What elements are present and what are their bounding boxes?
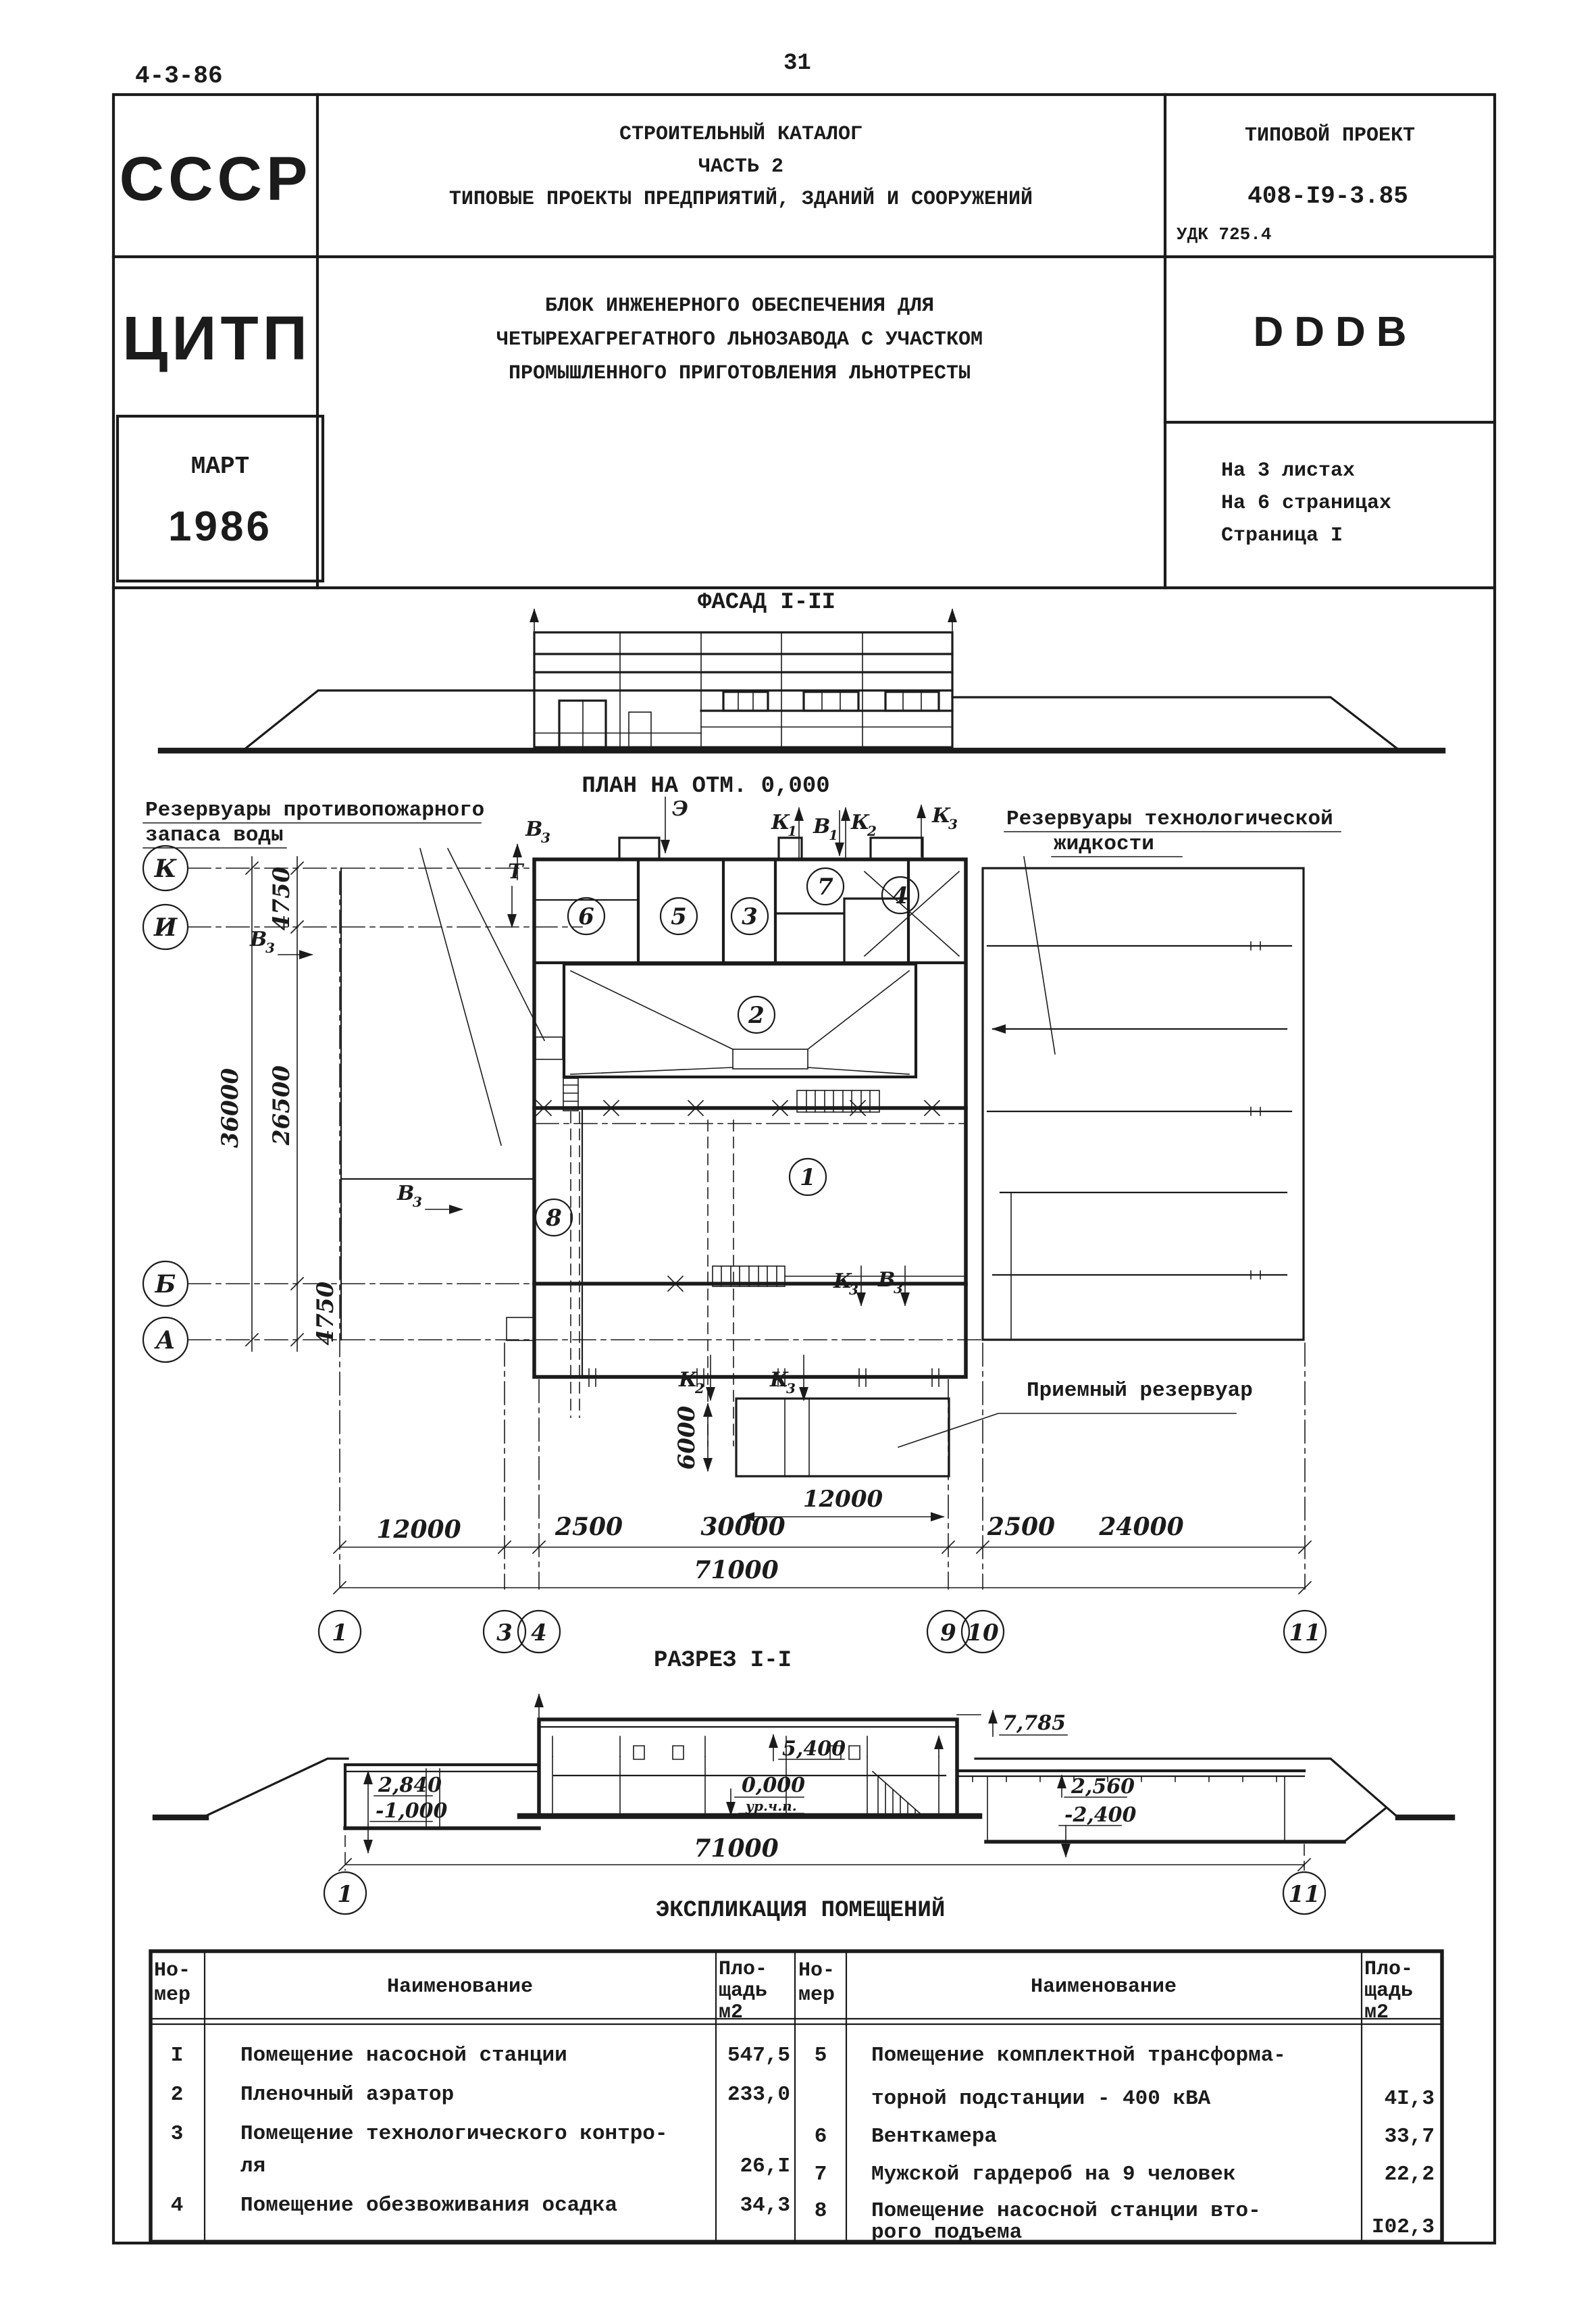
dim-36000: 36000 — [217, 1067, 244, 1149]
util-k3-top-sub: 3 — [948, 816, 958, 832]
plan-left-dims — [217, 857, 339, 1351]
tech-reservoir-area — [983, 868, 1304, 1340]
facade-title: ФАСАД I-II — [697, 590, 836, 615]
util-t: Т — [508, 860, 523, 884]
explication-table — [151, 1897, 1442, 2244]
util-v1-sub: 1 — [829, 827, 838, 843]
axis-B: Б — [155, 1270, 176, 1299]
row6-num: 6 — [814, 2125, 827, 2148]
util-k3-bwall-sub: 3 — [849, 1282, 858, 1298]
issue-month: МАРТ — [190, 453, 250, 480]
row6-name: Венткамера — [871, 2125, 998, 2148]
dim-24000: 24000 — [1099, 1513, 1184, 1541]
building-outline — [534, 859, 966, 1377]
axis-11: 11 — [1289, 1619, 1321, 1646]
axis-I: И — [153, 913, 178, 942]
facade-floor-bands — [534, 654, 952, 690]
fire-label-leaders — [420, 849, 544, 1145]
row5-num: 5 — [814, 2044, 827, 2067]
dim-30000: 30000 — [700, 1513, 786, 1541]
sheets-line-2: На 6 страницах — [1221, 492, 1392, 515]
dim-4750-bottom: 4750 — [312, 1281, 339, 1346]
plan-bottom-axis-circles — [319, 1611, 1326, 1653]
section-stairs — [873, 1771, 920, 1813]
explication-title: ЭКСПЛИКАЦИЯ ПОМЕЩЕНИЙ — [655, 1898, 946, 1923]
util-k1-sub: 1 — [788, 823, 797, 839]
row5-name-1: Помещение комплектной трансформа- — [871, 2044, 1286, 2067]
row4-area: 34,3 — [740, 2194, 790, 2217]
sheets-line-3: Страница I — [1221, 524, 1343, 547]
col-num-2r: мер — [798, 1984, 835, 2007]
elev-annex-bottom: -1,000 — [376, 1799, 448, 1823]
room-2: 2 — [748, 1002, 765, 1029]
axis-3: 3 — [496, 1619, 513, 1646]
elev-annex-top: 2,840 — [378, 1774, 442, 1797]
row1-num: I — [170, 2044, 184, 2067]
row5-name-2: торной подстанции - 400 кВА — [871, 2087, 1211, 2111]
table-header-right — [798, 1958, 1413, 2024]
hall-column-arrows — [552, 1736, 939, 1757]
row4-name: Помещение обезвоживания осадка — [240, 2194, 618, 2217]
util-e: Э — [672, 797, 688, 821]
row1-area: 547,5 — [727, 2044, 790, 2067]
util-v3-top-sub: 3 — [541, 830, 550, 846]
row2-name: Пленочный аэратор — [240, 2083, 455, 2107]
facade-berm-left — [244, 690, 534, 749]
room-3: 3 — [742, 903, 758, 930]
row2-num: 2 — [170, 2083, 184, 2107]
col-area-2r: щадь — [1364, 1980, 1414, 2003]
axis-9: 9 — [940, 1619, 956, 1646]
elev-floor-ref: ур.ч.п. — [746, 1798, 797, 1814]
util-k2-top: К — [851, 811, 870, 834]
row7-num: 7 — [814, 2163, 827, 2186]
elev-tank-top: 2,560 — [1071, 1775, 1135, 1799]
util-k2-top-sub: 2 — [867, 823, 877, 839]
dim-res-6000: 6000 — [673, 1405, 700, 1470]
row4-num: 4 — [170, 2194, 184, 2217]
table-left-rows — [171, 2044, 790, 2217]
issue-year: 1986 — [168, 503, 272, 550]
util-v3-left: В — [250, 928, 267, 951]
dim-71000-section: 71000 — [694, 1834, 779, 1863]
room-5: 5 — [671, 903, 687, 930]
stamp-code: DDDB — [1253, 309, 1418, 355]
col-name-right: Наименование — [1030, 1976, 1177, 1998]
row7-area: 22,2 — [1384, 2163, 1435, 2186]
project-type-label: ТИПОВОЙ ПРОЕКТ — [1244, 124, 1416, 147]
room-8: 8 — [546, 1205, 562, 1232]
row8-name-1: Помещение насосной станции вто- — [871, 2199, 1261, 2223]
table-header-divider — [151, 2019, 1442, 2024]
tech-reservoir-label-2: жидкости — [1054, 832, 1154, 856]
row3-name-1: Помещение технологического контро- — [240, 2122, 668, 2146]
bottom-left-notch — [507, 1317, 534, 1340]
plan-drawing — [143, 774, 1341, 1653]
tank-right — [957, 1759, 1452, 1842]
table-header-left — [154, 1958, 767, 2024]
col-area-1: Пло- — [719, 1958, 768, 1981]
row3-name-2: ля — [240, 2155, 266, 2178]
row8-area: I02,3 — [1371, 2215, 1435, 2239]
receiving-reservoir-label: Приемный резервуар — [1027, 1379, 1253, 1403]
util-k3-bwall: К — [833, 1269, 852, 1293]
left-axis-lines — [188, 868, 984, 1340]
dim-2500a: 2500 — [555, 1513, 623, 1541]
room-1: 1 — [800, 1164, 816, 1191]
section-title: РАЗРЕЗ I-I — [653, 1648, 792, 1674]
util-v3-top: В — [525, 818, 543, 841]
tech-label-leader — [1024, 857, 1055, 1054]
row6-area: 33,7 — [1384, 2125, 1435, 2148]
project-title-1: БЛОК ИНЖЕНЕРНОГО ОБЕСПЕЧЕНИЯ ДЛЯ — [544, 295, 935, 318]
row3-area: 26,I — [740, 2155, 790, 2178]
row3-num: 3 — [170, 2122, 184, 2146]
section-drawing — [155, 1648, 1452, 1914]
dim-res-12000: 12000 — [802, 1486, 883, 1513]
util-k3-bottom: К — [770, 1368, 789, 1392]
room-6: 6 — [578, 903, 594, 930]
util-v3-mid-sub: 3 — [413, 1194, 422, 1210]
section-axis-11: 11 — [1288, 1881, 1320, 1908]
fire-reservoir-area — [341, 868, 534, 1340]
table-right-rows — [815, 2044, 1435, 2244]
dim-26500: 26500 — [268, 1065, 295, 1146]
room4-cross — [865, 872, 959, 956]
axis-4: 4 — [531, 1619, 547, 1646]
udk-number: УДК 725.4 — [1177, 224, 1272, 245]
axis-K: К — [154, 855, 177, 883]
col-num-1r: Но- — [798, 1959, 835, 1982]
row7-name: Мужской гардероб на 9 человек — [871, 2163, 1236, 2186]
util-v3-mid: В — [397, 1182, 415, 1205]
row8-name-2: рого подъема — [871, 2221, 1023, 2244]
axis-10: 10 — [967, 1619, 999, 1646]
dim-4750-top: 4750 — [268, 866, 295, 931]
util-k2-bottom-sub: 2 — [695, 1380, 704, 1397]
plan-bottom-dims — [319, 872, 1326, 1653]
catalog-line-1: СТРОИТЕЛЬНЫЙ КАТАЛОГ — [619, 123, 863, 146]
project-title-2: ЧЕТЫРЕХАГРЕГАТНОГО ЛЬНОЗАВОДА С УЧАСТКОМ — [496, 328, 983, 351]
row5-area: 4I,3 — [1384, 2087, 1435, 2111]
page-number: 31 — [783, 51, 811, 76]
row8-num: 8 — [814, 2199, 827, 2223]
project-number: 408-I9-3.85 — [1247, 182, 1408, 210]
util-k2-bottom: К — [679, 1368, 698, 1392]
util-v3-bwall-sub: 3 — [894, 1280, 903, 1297]
receiving-reservoir — [673, 1379, 1253, 1517]
catalog-line-3: ТИПОВЫЕ ПРОЕКТЫ ПРЕДПРИЯТИЙ, ЗДАНИЙ И СООРУЖЕНИЙ — [448, 188, 1033, 211]
facade-drawing — [161, 590, 1443, 751]
col-name-left: Наименование — [386, 1976, 534, 1998]
catalog-line-2: ЧАСТЬ 2 — [698, 155, 784, 178]
col-area-3r: м2 — [1364, 2001, 1389, 2024]
room-4: 4 — [892, 882, 908, 909]
fire-reservoir-label-1: Резервуары противопожарного — [145, 799, 485, 822]
dim-71000-plan: 71000 — [694, 1556, 779, 1584]
dim-12000: 12000 — [376, 1515, 461, 1544]
elev-ceiling: 5,400 — [782, 1737, 846, 1761]
room-circles — [536, 868, 919, 1236]
page-codes — [135, 51, 811, 90]
plan-title: ПЛАН НА ОТМ. 0,000 — [582, 774, 830, 799]
tech-reservoir-label-1: Резервуары технологической — [1006, 807, 1333, 831]
rail-dashed-lines — [571, 1112, 733, 1446]
util-k3-top: К — [932, 804, 951, 828]
date-box — [118, 416, 323, 581]
room2-aerator — [536, 964, 916, 1077]
section-axis-1: 1 — [337, 1881, 353, 1908]
col-area-1r: Пло- — [1364, 1958, 1414, 1981]
util-v1: В — [813, 815, 831, 838]
col-area-3: м2 — [719, 2001, 744, 2024]
ladder-symbol — [563, 1078, 578, 1111]
col-num-2: мер — [154, 1984, 191, 2007]
dim-2500b: 2500 — [987, 1513, 1056, 1541]
sheets-line-1: На 3 листах — [1221, 459, 1356, 482]
facade-windows — [723, 692, 939, 711]
doc-code: 4-3-86 — [135, 62, 223, 90]
util-k3-bottom-sub: 3 — [786, 1380, 796, 1397]
org-ussr: СССР — [119, 145, 312, 213]
annex-left — [155, 1759, 539, 1828]
row1-name: Помещение насосной станции — [240, 2044, 567, 2067]
elev-roof: 7,785 — [1002, 1711, 1066, 1735]
col-area-2: щадь — [719, 1980, 768, 2003]
util-v3-bwall: В — [878, 1268, 896, 1292]
elev-tank-bottom: -2,400 — [1064, 1803, 1137, 1827]
axis-A: А — [155, 1326, 176, 1355]
elev-zero: 0,000 — [742, 1774, 805, 1797]
axis-1: 1 — [332, 1619, 348, 1646]
facade-door — [534, 701, 701, 747]
org-citp: ЦИТП — [122, 304, 311, 373]
row2-area: 233,0 — [727, 2083, 790, 2107]
room-7: 7 — [817, 874, 833, 901]
facade-berm-right — [952, 697, 1398, 749]
fire-reservoir-label-2: запаса воды — [145, 824, 284, 847]
col-num-1: Но- — [154, 1959, 191, 1982]
project-title-3: ПРОМЫШЛЕННОГО ПРИГОТОВЛЕНИЯ ЛЬНОТРЕСТЫ — [508, 362, 971, 385]
util-v3-left-sub: 3 — [265, 940, 275, 956]
util-k1: К — [771, 811, 790, 834]
